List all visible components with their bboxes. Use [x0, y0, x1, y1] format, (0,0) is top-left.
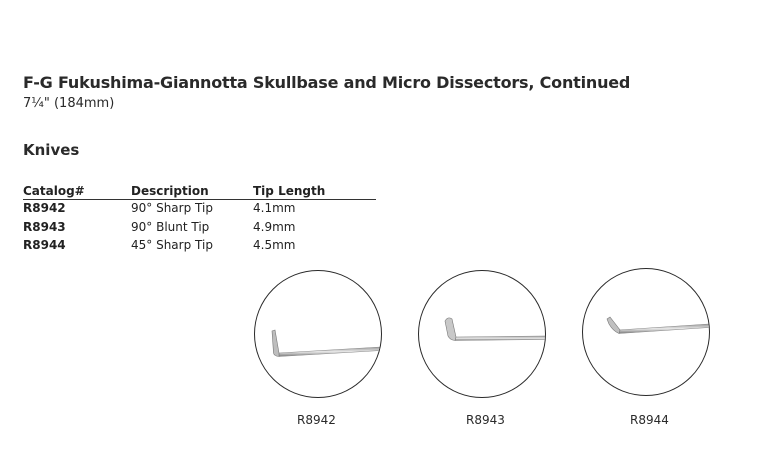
image-caption: R8942 [297, 413, 336, 427]
table-row [23, 237, 376, 256]
knife-90-blunt-tip-icon [419, 271, 545, 397]
image-caption: R8944 [630, 413, 669, 427]
table-header [23, 183, 376, 200]
tip-length: 4.1mm [253, 201, 296, 215]
tip-length: 4.9mm [253, 219, 296, 234]
column-header-tip-length: Tip Length [253, 184, 326, 198]
knife-45-sharp-tip-icon [583, 269, 709, 395]
tip-length: 4.5mm [253, 238, 296, 252]
knife-90-blunt-tip-image [418, 270, 546, 398]
description: 45° Sharp Tip [131, 238, 213, 252]
image-caption: R8943 [466, 413, 505, 427]
knife-90-sharp-tip-image [254, 270, 382, 398]
knife-90-sharp-tip-icon [255, 271, 381, 397]
column-header-catalog: Catalog# [23, 184, 85, 198]
table-row [23, 200, 376, 219]
section-heading: Knives [23, 141, 80, 159]
description: 90° Sharp Tip [131, 201, 213, 215]
description: 90° Blunt Tip [131, 219, 210, 234]
catalog-number: R8942 [23, 201, 66, 215]
product-table [23, 183, 376, 256]
page-title: F-G Fukushima-Giannotta Skullbase and Micro Dissectors, Continued [23, 73, 631, 92]
knife-45-sharp-tip-image [582, 268, 710, 396]
column-header-description: Description [131, 184, 209, 198]
catalog-number: R8943 [23, 219, 66, 234]
page-subtitle: 7¼" (184mm) [23, 96, 115, 111]
table-row [23, 219, 376, 238]
catalog-number: R8944 [23, 238, 66, 252]
